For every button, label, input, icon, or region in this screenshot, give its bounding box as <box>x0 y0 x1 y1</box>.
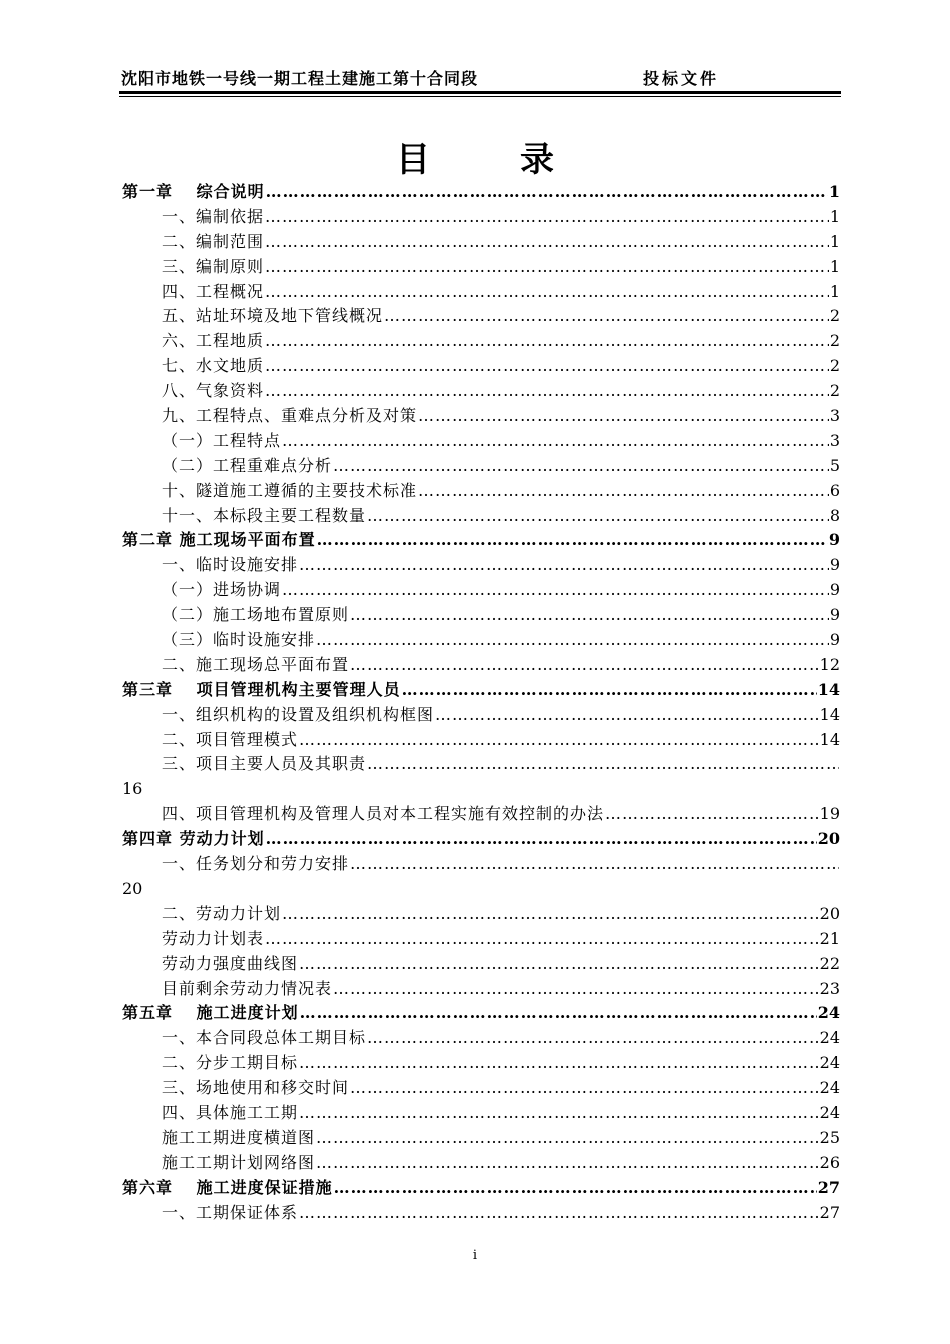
toc-leader-dots <box>299 728 819 753</box>
toc-section-entry[interactable] <box>122 404 840 429</box>
toc-entry-title: 六、工程地质 <box>162 331 265 351</box>
toc-leader-dots <box>266 180 828 205</box>
toc-section-entry[interactable] <box>122 902 840 927</box>
page-header <box>119 66 839 90</box>
toc-entry-title: （二）施工场地布置原则 <box>162 605 350 625</box>
toc-chapter-entry[interactable] <box>122 528 840 553</box>
toc-leader-dots <box>282 578 829 603</box>
toc-page-number: 19 <box>819 804 840 824</box>
toc-leader-dots <box>299 952 819 977</box>
toc-section-entry[interactable] <box>122 1151 840 1176</box>
toc-entry-title: 一、工期保证体系 <box>162 1202 299 1222</box>
toc-page-number: 26 <box>819 1152 840 1172</box>
page-title: 目录 <box>396 140 644 180</box>
toc-section-entry[interactable] <box>122 628 840 653</box>
toc-entry-title: 七、水文地质 <box>162 356 265 376</box>
toc-leader-dots <box>435 703 819 728</box>
toc-entry-title: 十、隧道施工遵循的主要技术标准 <box>162 480 418 500</box>
toc-page-number: 16 <box>122 779 143 799</box>
toc-section-entry[interactable] <box>122 255 840 280</box>
toc-section-entry[interactable] <box>122 1026 840 1051</box>
toc-page-number: 9 <box>829 630 840 650</box>
toc-entry-title: 一、临时设施安排 <box>162 555 299 575</box>
toc-chapter-entry[interactable] <box>122 1176 840 1201</box>
toc-page-number: 1 <box>829 256 840 276</box>
toc-leader-dots <box>265 280 829 305</box>
toc-section-entry[interactable] <box>122 578 840 603</box>
toc-section-entry[interactable] <box>122 977 840 1002</box>
toc-section-entry[interactable] <box>122 603 840 628</box>
toc-chapter-entry[interactable] <box>122 180 840 205</box>
toc-entry-title: 二、施工现场总平面布置 <box>162 654 350 674</box>
toc-leader-dots <box>367 752 839 777</box>
toc-entry-title: 第二章 施工现场平面布置 <box>122 530 316 550</box>
toc-leader-dots <box>265 927 819 952</box>
toc-page-number: 2 <box>829 356 840 376</box>
toc-section-entry[interactable] <box>122 653 840 678</box>
toc-entry-title: 一、本合同段总体工期目标 <box>162 1028 367 1048</box>
toc-leader-dots <box>265 255 829 280</box>
toc-entry-title: 四、工程概况 <box>162 281 265 301</box>
toc-section-entry[interactable] <box>122 429 840 454</box>
toc-page-number: 2 <box>829 331 840 351</box>
toc-entry-title: （一）进场协调 <box>162 580 282 600</box>
toc-leader-dots <box>316 628 829 653</box>
toc-page-number: 27 <box>817 1177 840 1197</box>
toc-page-number: 23 <box>819 978 840 998</box>
toc-page-number: 12 <box>819 654 840 674</box>
toc-leader-dots <box>402 678 817 703</box>
toc-entry-title: 二、劳动力计划 <box>162 903 282 923</box>
toc-leader-dots <box>350 1076 819 1101</box>
toc-page-number: 24 <box>819 1028 840 1048</box>
toc-page-number: 14 <box>817 679 840 699</box>
toc-section-entry[interactable] <box>122 553 840 578</box>
toc-entry-title: 三、项目主要人员及其职责 <box>162 754 367 774</box>
toc-entry-title: 三、场地使用和移交时间 <box>162 1078 350 1098</box>
toc-section-entry[interactable] <box>122 703 840 728</box>
toc-section-entry[interactable] <box>122 379 840 404</box>
toc-page-number: 24 <box>819 1102 840 1122</box>
toc-leader-dots <box>384 304 829 329</box>
toc-chapter-entry[interactable] <box>122 827 840 852</box>
toc-page-number: 2 <box>829 381 840 401</box>
toc-page-number: 1 <box>829 206 840 226</box>
toc-leader-dots <box>317 528 828 553</box>
toc-page-number: 3 <box>829 406 840 426</box>
toc-page-number: 9 <box>829 580 840 600</box>
toc-page-number: 24 <box>819 1078 840 1098</box>
toc-entry-title: 第三章 项目管理机构主要管理人员 <box>122 679 401 699</box>
toc-leader-dots <box>316 1151 819 1176</box>
toc-leader-dots <box>300 1001 817 1026</box>
toc-leader-dots <box>418 479 829 504</box>
toc-page-number: 20 <box>819 903 840 923</box>
toc-entry-title: 二、项目管理模式 <box>162 729 299 749</box>
toc-page-number: 9 <box>829 555 840 575</box>
toc-page-number: 1 <box>828 182 840 201</box>
toc-page-number: 9 <box>829 605 840 625</box>
toc-page-number: 9 <box>828 530 840 550</box>
header-doc-type: 投标文件 <box>643 69 720 88</box>
toc-section-entry[interactable] <box>122 479 840 504</box>
toc-entry-title: 施工工期进度横道图 <box>162 1127 316 1147</box>
toc-section-entry[interactable] <box>122 230 840 255</box>
toc-entry-title: 一、编制依据 <box>162 206 265 226</box>
toc-entry-title: 十一、本标段主要工程数量 <box>162 505 367 525</box>
toc-leader-dots <box>265 354 829 379</box>
toc-section-entry[interactable] <box>122 329 840 354</box>
toc-section-entry[interactable] <box>122 852 840 877</box>
toc-leader-dots <box>266 827 817 852</box>
toc-chapter-entry[interactable] <box>122 678 840 703</box>
toc-section-entry[interactable] <box>122 205 840 230</box>
toc-entry-title: 第四章 劳动力计划 <box>122 829 265 849</box>
toc-leader-dots <box>265 205 829 230</box>
toc-entry-title: 劳动力强度曲线图 <box>162 953 299 973</box>
toc-section-entry[interactable] <box>122 802 840 827</box>
toc-entry-title: 五、站址环境及地下管线概况 <box>162 306 384 326</box>
toc-section-entry[interactable] <box>122 1076 840 1101</box>
toc-section-entry[interactable] <box>122 1126 840 1151</box>
toc-entry-title: 一、组织机构的设置及组织机构框图 <box>162 704 435 724</box>
toc-page-number: 20 <box>817 829 840 849</box>
toc-page-number: 5 <box>829 455 840 475</box>
toc-entry-title: 九、工程特点、重难点分析及对策 <box>162 406 418 426</box>
toc-section-entry[interactable] <box>122 952 840 977</box>
toc-leader-dots <box>367 504 829 529</box>
toc-entry-title: 一、任务划分和劳力安排 <box>162 854 350 874</box>
toc-leader-dots <box>282 429 829 454</box>
toc-page-number: 24 <box>817 1003 840 1023</box>
toc-entry-title: （二）工程重难点分析 <box>162 455 333 475</box>
toc-leader-dots <box>334 1176 817 1201</box>
toc-page-number: 27 <box>819 1202 840 1222</box>
toc-entry-title: 三、编制原则 <box>162 256 265 276</box>
toc-entry-title: 劳动力计划表 <box>162 928 265 948</box>
toc-leader-dots <box>367 1026 819 1051</box>
toc-section-entry[interactable] <box>122 752 840 777</box>
toc-entry-title: 四、项目管理机构及管理人员对本工程实施有效控制的办法 <box>162 804 605 824</box>
toc-page-number: 20 <box>122 878 143 898</box>
toc-section-entry[interactable] <box>122 280 840 305</box>
toc-page-number: 8 <box>829 505 840 525</box>
toc-section-entry[interactable] <box>122 927 840 952</box>
toc-section-entry[interactable] <box>122 454 840 479</box>
toc-leader-dots <box>350 653 819 678</box>
toc-leader-dots <box>350 852 839 877</box>
toc-section-entry[interactable] <box>122 504 840 529</box>
toc-entry-title: （一）工程特点 <box>162 430 282 450</box>
toc-page-number: 2 <box>829 306 840 326</box>
toc-page-number: 6 <box>829 480 840 500</box>
toc-page-number: 1 <box>829 281 840 301</box>
toc-entry-title: 施工工期计划网络图 <box>162 1152 316 1172</box>
toc-page-number: 25 <box>819 1127 840 1147</box>
toc-page-number: 14 <box>819 704 840 724</box>
toc-leader-dots <box>350 603 829 628</box>
toc-entry-title: 第一章 综合说明 <box>122 182 265 201</box>
toc-leader-dots <box>299 553 829 578</box>
toc-section-entry[interactable] <box>122 1101 840 1126</box>
toc-section-entry[interactable] <box>122 304 840 329</box>
toc-leader-dots <box>605 802 819 827</box>
header-rule-thin <box>119 96 841 97</box>
page-number: i <box>472 1248 478 1263</box>
toc-entry-title: 八、气象资料 <box>162 381 265 401</box>
toc-leader-dots <box>265 329 829 354</box>
toc-page-number: 22 <box>819 953 840 973</box>
toc-section-entry[interactable] <box>122 1201 840 1226</box>
toc-entry-title: 二、分步工期目标 <box>162 1053 299 1073</box>
toc-page-number: 24 <box>819 1053 840 1073</box>
toc-entry-title: 四、具体施工工期 <box>162 1102 299 1122</box>
toc-section-entry[interactable] <box>122 728 840 753</box>
toc-leader-dots <box>316 1126 819 1151</box>
toc-page-number: 1 <box>829 231 840 251</box>
table-of-contents <box>122 180 840 1225</box>
toc-entry-title: 二、编制范围 <box>162 231 265 251</box>
toc-page-number: 3 <box>829 430 840 450</box>
toc-entry-title: 目前剩余劳动力情况表 <box>162 978 333 998</box>
toc-leader-dots <box>265 379 829 404</box>
toc-section-entry[interactable] <box>122 354 840 379</box>
toc-leader-dots <box>265 230 829 255</box>
toc-leader-dots <box>299 1201 819 1226</box>
toc-leader-dots <box>333 977 819 1002</box>
toc-page-number: 14 <box>819 729 840 749</box>
toc-entry-title: 第五章 施工进度计划 <box>122 1003 299 1023</box>
toc-leader-dots <box>299 1101 819 1126</box>
header-rule-thick <box>119 91 841 94</box>
toc-leader-dots <box>418 404 829 429</box>
toc-chapter-entry[interactable] <box>122 1001 840 1026</box>
toc-leader-dots <box>299 1051 819 1076</box>
toc-entry-title: （三）临时设施安排 <box>162 630 316 650</box>
toc-entry-title: 第六章 施工进度保证措施 <box>122 1177 333 1197</box>
header-project-name: 沈阳市地铁一号线一期工程土建施工第十合同段 <box>121 69 479 88</box>
toc-section-entry[interactable] <box>122 1051 840 1076</box>
toc-page-number: 21 <box>819 928 840 948</box>
toc-leader-dots <box>282 902 819 927</box>
toc-leader-dots <box>333 454 829 479</box>
